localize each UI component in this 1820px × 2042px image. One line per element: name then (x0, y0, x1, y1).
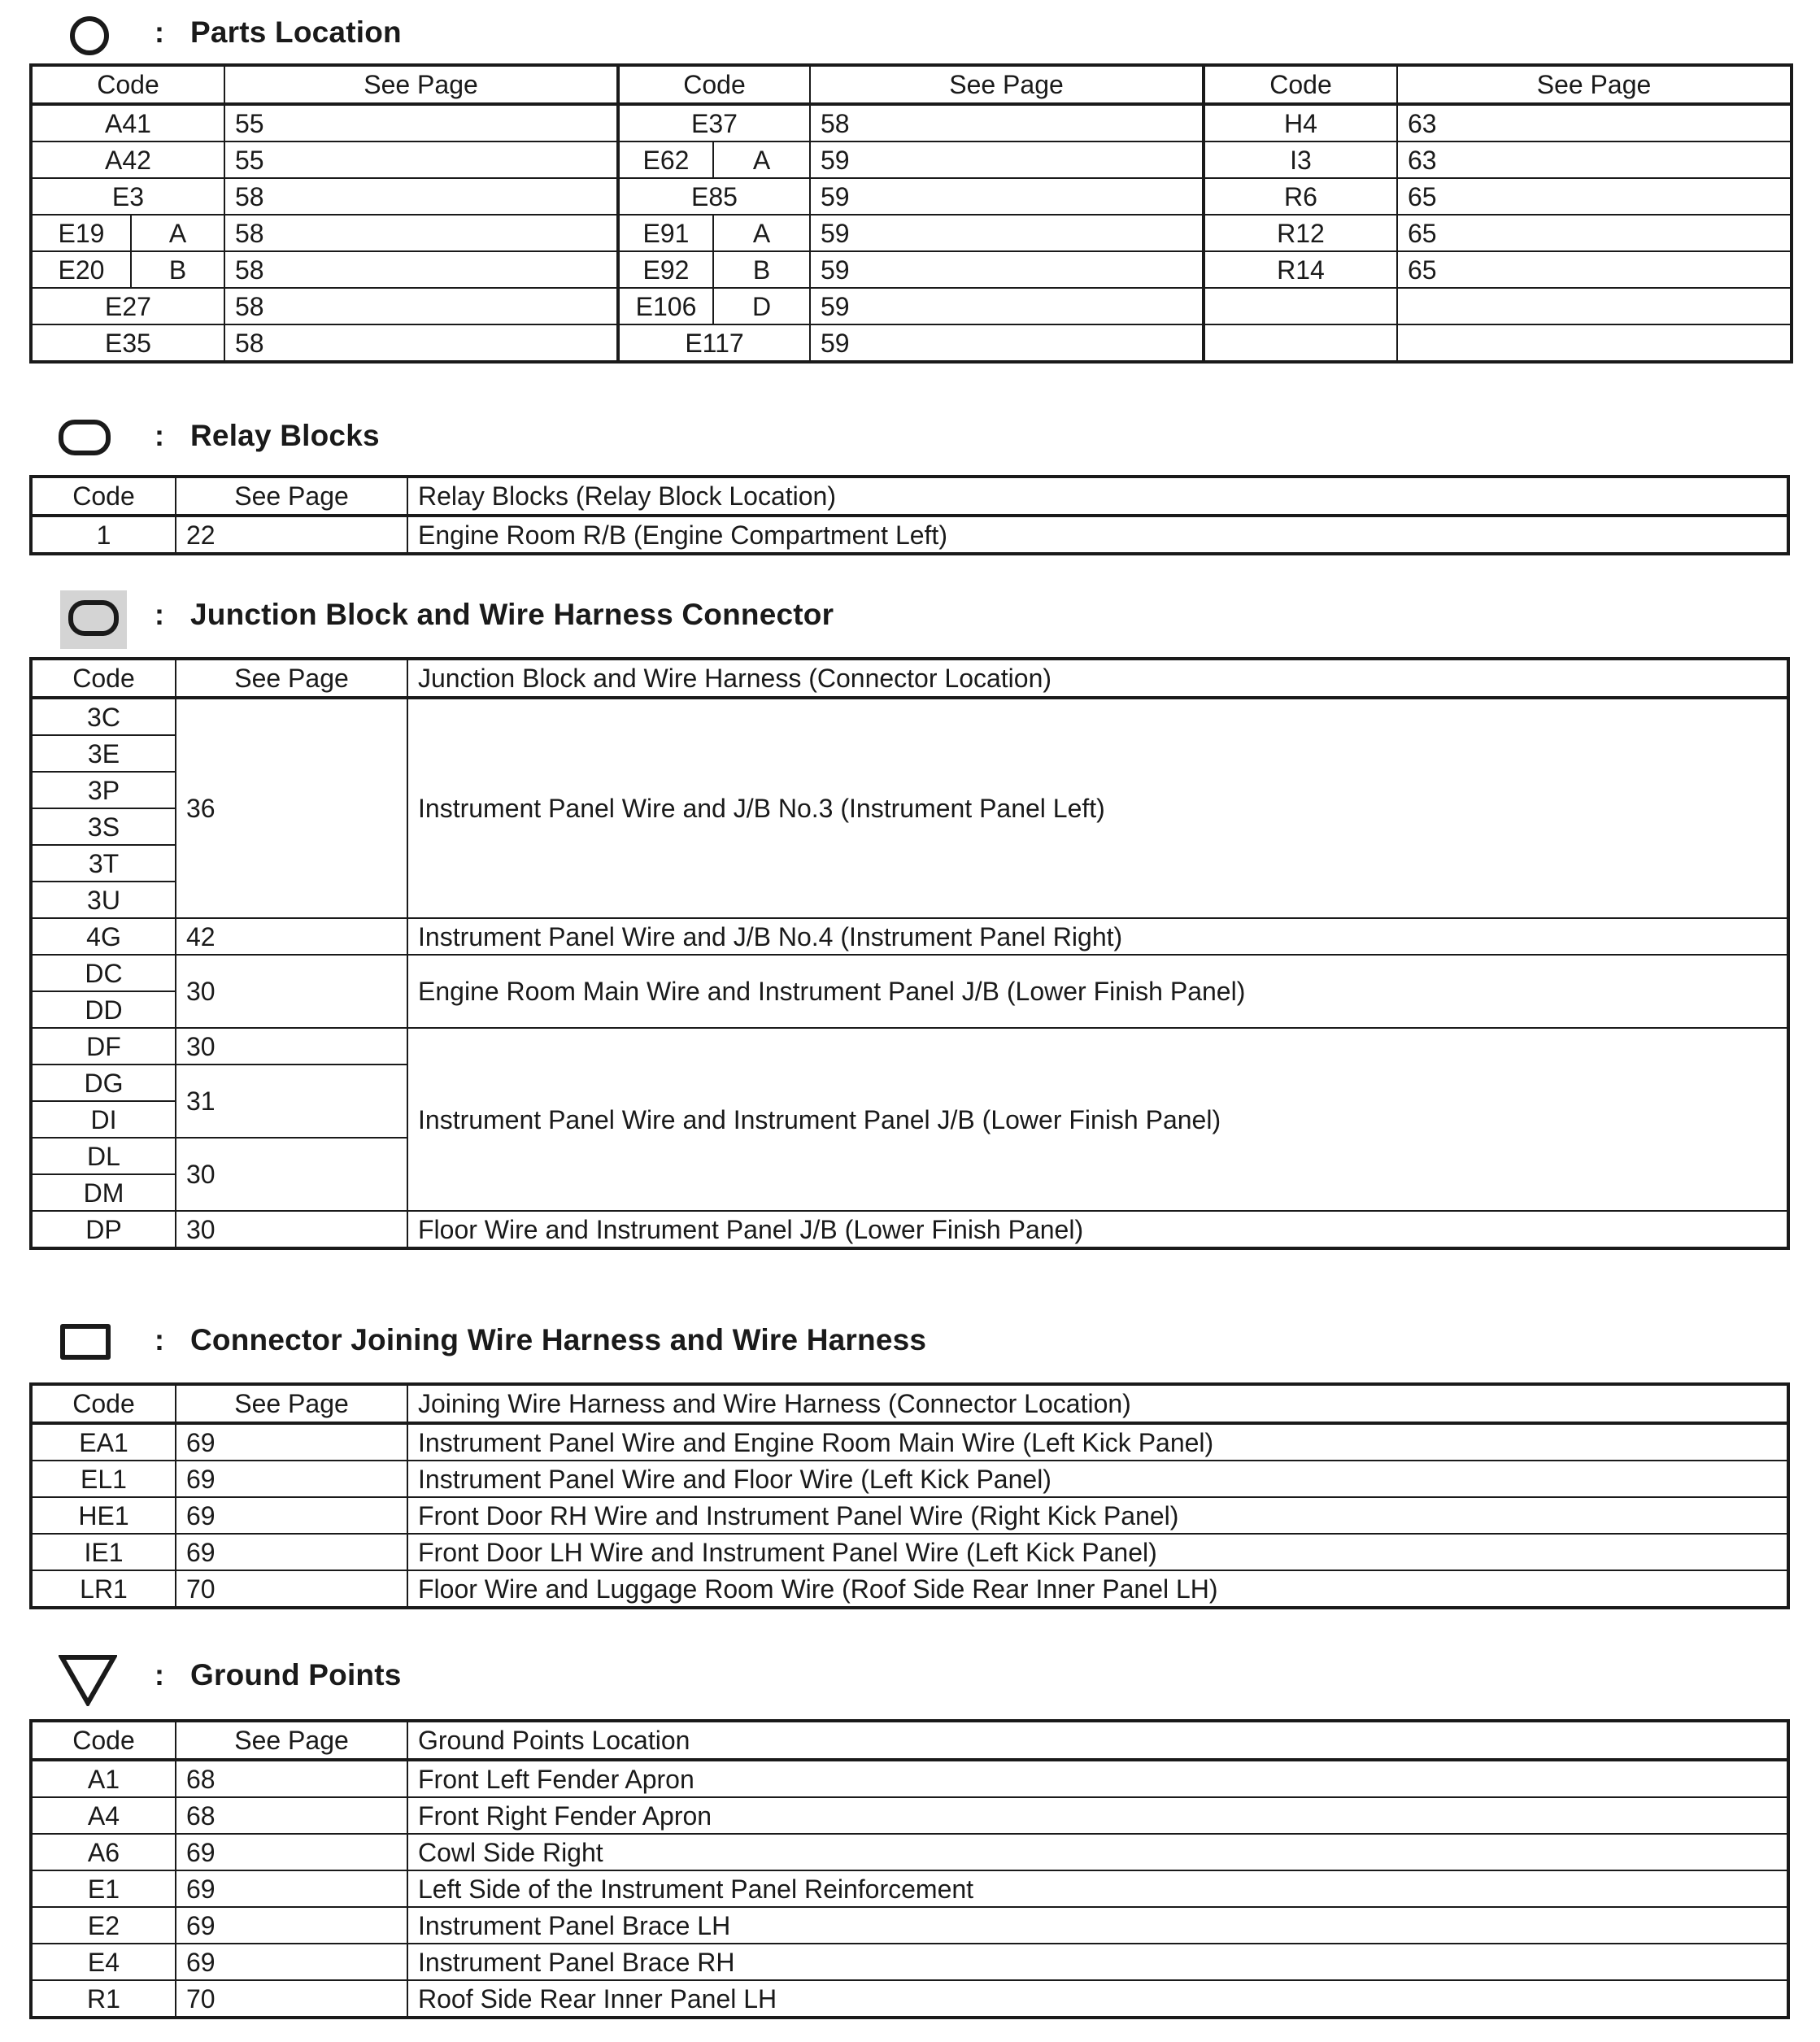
page-cell: 69 (176, 1907, 407, 1944)
page-cell: 59 (810, 215, 1204, 251)
page-cell: 69 (176, 1497, 407, 1534)
sub-code-cell: A (713, 215, 810, 251)
table-row (31, 1461, 1788, 1497)
column-header-see-page: See Page (176, 1384, 407, 1423)
table-row (31, 324, 1792, 362)
sub-code-cell: A (131, 215, 224, 251)
code-cell: 3P (31, 772, 176, 808)
junction-block-heading (0, 590, 1820, 639)
code-cell: E4 (31, 1944, 176, 1980)
location-cell: Floor Wire and Instrument Panel J/B (Lower Finish Panel) (407, 1211, 1788, 1248)
table-row (31, 918, 1788, 955)
column-header-location: Joining Wire Harness and Wire Harness (Connector Location) (407, 1384, 1788, 1423)
table-row (31, 104, 1792, 142)
page-cell: 59 (810, 324, 1204, 362)
table-row (31, 1907, 1788, 1944)
page-cell: 65 (1397, 178, 1792, 215)
page-cell: 42 (176, 918, 407, 955)
code-cell: A1 (31, 1760, 176, 1797)
relay-blocks-heading (0, 411, 1820, 460)
page-cell: 58 (810, 104, 1204, 142)
column-header-see-page: See Page (1397, 65, 1792, 104)
code-cell: EL1 (31, 1461, 176, 1497)
code-cell: A4 (31, 1797, 176, 1834)
table-row (31, 1570, 1788, 1608)
code-cell: A42 (31, 142, 224, 178)
code-cell: DC (31, 955, 176, 991)
heading-colon: : (155, 15, 164, 49)
page-cell: 31 (176, 1065, 407, 1138)
code-cell: E62 (618, 142, 713, 178)
code-cell: IE1 (31, 1534, 176, 1570)
table-row (31, 1760, 1788, 1797)
table-row (31, 1423, 1788, 1461)
code-cell: E106 (618, 288, 713, 324)
code-cell: E37 (618, 104, 810, 142)
page-cell: 55 (224, 142, 618, 178)
page-cell: 22 (176, 516, 407, 554)
column-header-location: Ground Points Location (407, 1721, 1788, 1760)
code-cell: E91 (618, 215, 713, 251)
triangle-down-icon (59, 1654, 117, 1706)
table-row (31, 1497, 1788, 1534)
code-cell (1204, 324, 1397, 362)
location-cell: Roof Side Rear Inner Panel LH (407, 1980, 1788, 2018)
column-header-code: Code (1204, 65, 1397, 104)
page-cell: 30 (176, 1138, 407, 1211)
column-header-code: Code (31, 659, 176, 698)
code-cell: A41 (31, 104, 224, 142)
column-header-see-page: See Page (176, 1721, 407, 1760)
heading-colon: : (155, 598, 164, 631)
page-cell: 58 (224, 324, 618, 362)
table-header-row (31, 1721, 1788, 1760)
code-cell: E2 (31, 1907, 176, 1944)
column-header-see-page: See Page (176, 659, 407, 698)
location-cell: Instrument Panel Brace LH (407, 1907, 1788, 1944)
ground-points-heading (0, 1651, 1820, 1700)
page-cell: 69 (176, 1870, 407, 1907)
junction-block-table (29, 657, 1790, 1250)
column-header-code: Code (31, 1384, 176, 1423)
column-header-location: Junction Block and Wire Harness (Connector Location) (407, 659, 1788, 698)
sub-code-cell: B (713, 251, 810, 288)
location-cell: Floor Wire and Luggage Room Wire (Roof Side Rear Inner Panel LH) (407, 1570, 1788, 1608)
page-cell: 69 (176, 1461, 407, 1497)
code-cell: 4G (31, 918, 176, 955)
page-cell: 59 (810, 142, 1204, 178)
page-cell: 58 (224, 178, 618, 215)
page-cell: 30 (176, 1211, 407, 1248)
column-header-see-page: See Page (224, 65, 618, 104)
table-row (31, 1028, 1788, 1065)
heading-colon: : (155, 1658, 164, 1692)
table-row (31, 1834, 1788, 1870)
code-cell: E85 (618, 178, 810, 215)
code-cell: I3 (1204, 142, 1397, 178)
code-cell: HE1 (31, 1497, 176, 1534)
code-cell: R12 (1204, 215, 1397, 251)
table-row (31, 698, 1788, 735)
sub-code-cell: B (131, 251, 224, 288)
code-cell: DG (31, 1065, 176, 1101)
column-header-see-page: See Page (810, 65, 1204, 104)
rectangle-icon (60, 1324, 111, 1360)
location-cell: Cowl Side Right (407, 1834, 1788, 1870)
location-cell: Front Door LH Wire and Instrument Panel Wire (Left Kick Panel) (407, 1534, 1788, 1570)
table-row (31, 955, 1788, 991)
column-header-code: Code (31, 65, 224, 104)
location-cell: Instrument Panel Wire and Floor Wire (Left Kick Panel) (407, 1461, 1788, 1497)
table-row (31, 1944, 1788, 1980)
table-row (31, 1870, 1788, 1907)
section-title: Connector Joining Wire Harness and Wire Harness (190, 1323, 927, 1356)
column-header-location: Relay Blocks (Relay Block Location) (407, 477, 1788, 516)
location-cell: Front Left Fender Apron (407, 1760, 1788, 1797)
location-cell: Front Right Fender Apron (407, 1797, 1788, 1834)
location-cell: Engine Room Main Wire and Instrument Panel J/B (Lower Finish Panel) (407, 955, 1788, 1028)
table-row (31, 1211, 1788, 1248)
heading-colon: : (155, 1323, 164, 1356)
table-row (31, 142, 1792, 178)
code-cell: R6 (1204, 178, 1397, 215)
table-header-row (31, 477, 1788, 516)
code-cell: DI (31, 1101, 176, 1138)
location-cell: Engine Room R/B (Engine Compartment Left) (407, 516, 1788, 554)
code-cell: 3C (31, 698, 176, 735)
sub-code-cell: A (713, 142, 810, 178)
code-cell: EA1 (31, 1423, 176, 1461)
code-cell: E20 (31, 251, 131, 288)
page-cell: 59 (810, 251, 1204, 288)
table-header-row (31, 65, 1792, 104)
code-cell: E117 (618, 324, 810, 362)
page-cell: 30 (176, 1028, 407, 1065)
page-cell: 63 (1397, 142, 1792, 178)
column-header-code: Code (618, 65, 810, 104)
column-header-code: Code (31, 477, 176, 516)
code-cell: 3E (31, 735, 176, 772)
code-cell: 1 (31, 516, 176, 554)
table-row (31, 288, 1792, 324)
code-cell: E19 (31, 215, 131, 251)
table-row (31, 251, 1792, 288)
code-cell (1204, 288, 1397, 324)
page-cell: 70 (176, 1980, 407, 2018)
page-cell: 69 (176, 1834, 407, 1870)
code-cell: DD (31, 991, 176, 1028)
table-row (31, 516, 1788, 554)
code-cell: E92 (618, 251, 713, 288)
page-cell: 30 (176, 955, 407, 1028)
column-header-see-page: See Page (176, 477, 407, 516)
code-cell: 3T (31, 845, 176, 882)
code-cell: E35 (31, 324, 224, 362)
page-cell: 58 (224, 251, 618, 288)
section-title: Relay Blocks (190, 419, 380, 452)
section-title: Parts Location (190, 15, 402, 49)
page-cell: 70 (176, 1570, 407, 1608)
location-cell: Instrument Panel Wire and J/B No.4 (Instrument Panel Right) (407, 918, 1788, 955)
page-cell: 69 (176, 1534, 407, 1570)
relay-blocks-table (29, 475, 1790, 555)
table-row (31, 1980, 1788, 2018)
code-cell: DM (31, 1174, 176, 1211)
location-cell: Instrument Panel Wire and Instrument Panel J/B (Lower Finish Panel) (407, 1028, 1788, 1211)
location-cell: Front Door RH Wire and Instrument Panel Wire (Right Kick Panel) (407, 1497, 1788, 1534)
code-cell: 3U (31, 882, 176, 918)
page-cell: 58 (224, 215, 618, 251)
table-row (31, 215, 1792, 251)
page-cell: 58 (224, 288, 618, 324)
code-cell: E1 (31, 1870, 176, 1907)
section-title: Ground Points (190, 1658, 402, 1692)
code-cell: LR1 (31, 1570, 176, 1608)
code-cell: R14 (1204, 251, 1397, 288)
column-header-code: Code (31, 1721, 176, 1760)
code-cell: R1 (31, 1980, 176, 2018)
page-cell: 65 (1397, 215, 1792, 251)
ground-points-table (29, 1719, 1790, 2019)
page-cell: 36 (176, 698, 407, 918)
page-cell (1397, 288, 1792, 324)
page-cell: 68 (176, 1797, 407, 1834)
shaded-rounded-rect-icon (68, 600, 119, 636)
rounded-rect-icon (59, 420, 111, 455)
location-cell: Instrument Panel Brace RH (407, 1944, 1788, 1980)
page-cell: 69 (176, 1944, 407, 1980)
section-title: Junction Block and Wire Harness Connector (190, 598, 834, 631)
location-cell: Left Side of the Instrument Panel Reinforcement (407, 1870, 1788, 1907)
table-row (31, 178, 1792, 215)
location-cell: Instrument Panel Wire and J/B No.3 (Instrument Panel Left) (407, 698, 1788, 918)
code-cell: E3 (31, 178, 224, 215)
code-cell: 3S (31, 808, 176, 845)
page-cell: 55 (224, 104, 618, 142)
connector-joining-table (29, 1382, 1790, 1609)
code-cell: DP (31, 1211, 176, 1248)
code-cell: H4 (1204, 104, 1397, 142)
sub-code-cell: D (713, 288, 810, 324)
page-cell: 69 (176, 1423, 407, 1461)
connector-joining-heading (0, 1316, 1820, 1365)
page-cell: 65 (1397, 251, 1792, 288)
page-cell: 68 (176, 1760, 407, 1797)
code-cell: DL (31, 1138, 176, 1174)
code-cell: E27 (31, 288, 224, 324)
table-header-row (31, 1384, 1788, 1423)
table-row (31, 1797, 1788, 1834)
parts-location-heading (0, 8, 1820, 57)
circle-icon (70, 16, 109, 55)
page-cell: 59 (810, 288, 1204, 324)
table-row (31, 1534, 1788, 1570)
page-cell: 59 (810, 178, 1204, 215)
page-cell: 63 (1397, 104, 1792, 142)
code-cell: DF (31, 1028, 176, 1065)
location-cell: Instrument Panel Wire and Engine Room Main Wire (Left Kick Panel) (407, 1423, 1788, 1461)
parts-location-table (29, 63, 1793, 364)
heading-colon: : (155, 419, 164, 452)
table-header-row (31, 659, 1788, 698)
code-cell: A6 (31, 1834, 176, 1870)
page-cell (1397, 324, 1792, 362)
